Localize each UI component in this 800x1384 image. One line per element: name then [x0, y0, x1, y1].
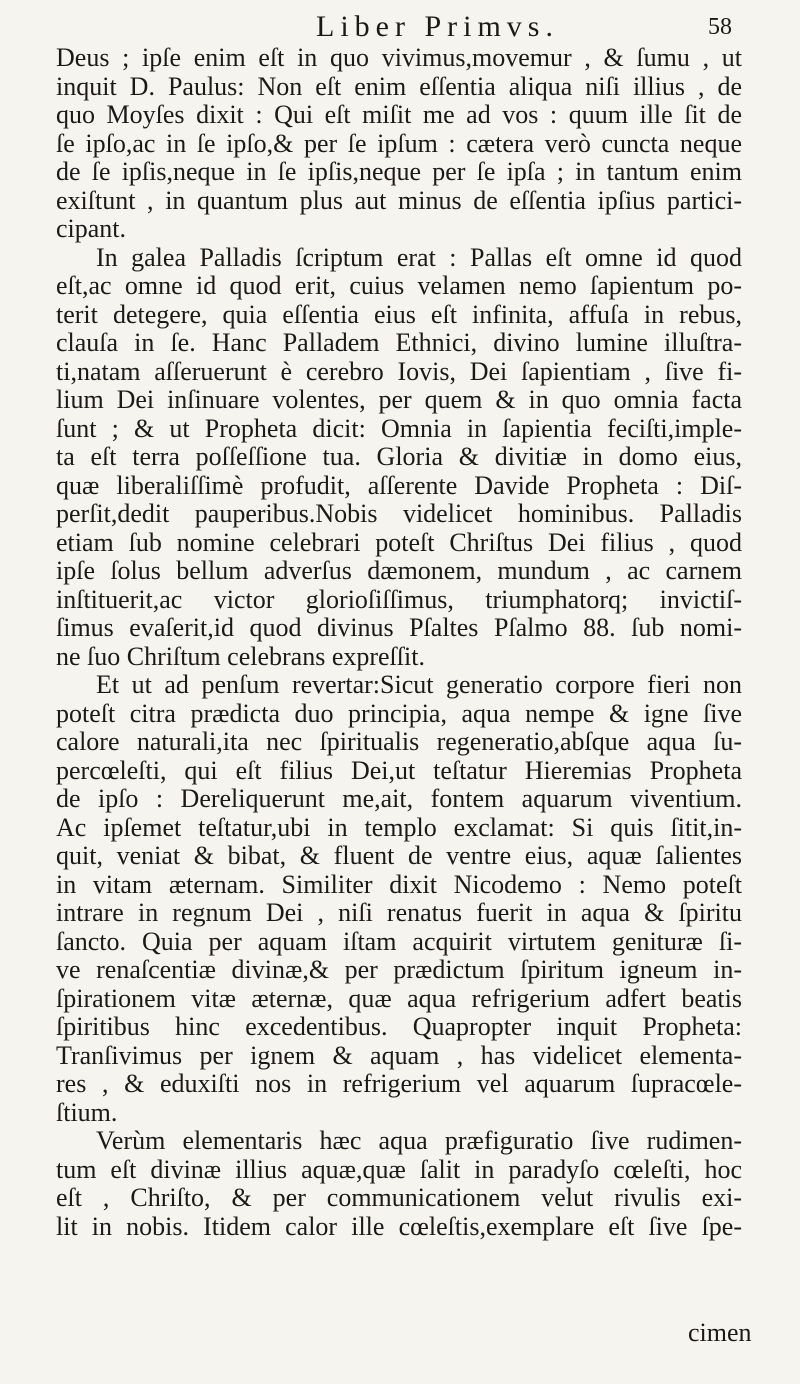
text-line: res , & eduxiſti nos in refrigerium vel aquarum ſupracœle- [56, 1070, 742, 1098]
text-line: inquit D. Paulus: Non eſt enim eſſentia aliqua niſi illius , de [56, 72, 742, 101]
text-line: ſpirationem vitæ æternæ, quæ aqua refrigerium adfert beatis [56, 984, 742, 1013]
text-line: Ac ipſemet teſtatur,ubi in templo exclamat: Si quis ſitit,in- [56, 813, 742, 842]
text-line: clauſa in ſe. Hanc Palladem Ethnici, divino lumine illuſtra- [56, 329, 742, 357]
text-line: Deus ; ipſe enim eſt in quo vivimus,movemur , & ſumu , ut [56, 44, 742, 72]
running-title: Liber Primvs. [316, 10, 559, 43]
text-line: exiſtunt , in quantum plus aut minus de eſſentia ipſius partici- [56, 186, 742, 215]
text-line: in vitam æternam. Similiter dixit Nicodemo : Nemo poteſt [56, 870, 742, 899]
text-line: ve renaſcentiæ divinæ,& per prædictum ſpiritum igneum in- [56, 956, 742, 984]
paragraph-start: Verùm elementaris hæc aqua præfiguratio ſive rudimen- [96, 1127, 742, 1155]
text-line: inſtituerit,ac victor glorioſiſſimus, triumphatorq; invictiſ- [56, 585, 742, 614]
text-line: cipant. [56, 215, 127, 243]
text-line: ſpiritibus hinc excedentibus. Quapropter inquit Propheta: [56, 1013, 742, 1041]
text-line: ſancto. Quia per aquam iſtam acquirit virtutem genituræ ſi- [56, 927, 742, 956]
text-line: ſtium. [56, 1098, 118, 1127]
text-line: quit, veniat & bibat, & fluent de ventre eius, aquæ ſalientes [56, 842, 742, 870]
text-line: poteſt citra prædicta duo principia, aqua nempe & igne ſive [56, 699, 742, 728]
text-line: de ſe ipſis,neque in ſe ipſis,neque per ſe ipſa ; in tantum enim [56, 158, 742, 186]
paragraph-start: Et ut ad penſum revertar:Sicut generatio corpore fieri non [96, 671, 742, 699]
text-line: ſimus evaſerit,id quod divinus Pſaltes Pſalmo 88. ſub nomi- [56, 614, 742, 642]
text-line: intrare in regnum Dei , niſi renatus fuerit in aqua & ſpiritu [56, 899, 742, 927]
text-line: ſe ipſo,ac in ſe ipſo,& per ſe ipſum : cætera verò cuncta neque [56, 129, 742, 158]
text-line: ipſe ſolus bellum adverſus dæmonem, mundum , ac carnem [56, 557, 742, 585]
body-text [56, 44, 742, 1241]
text-line: ſunt ; & ut Propheta dicit: Omnia in ſapientia feciſti,imple- [56, 414, 742, 443]
text-line: lium Dei inſinuare volentes, per quem & in quo omnia facta [56, 386, 742, 414]
text-line: eſt , Chriſto, & per communicationem velut rivulis exi- [56, 1184, 742, 1212]
paragraph-start: In galea Palladis ſcriptum erat : Pallas eſt omne id quod [96, 243, 742, 272]
text-line: etiam ſub nomine celebrari poteſt Chriſtus Dei filius , quod [56, 528, 742, 557]
text-line: ta eſt terra poſſeſſione tua. Gloria & divitiæ in domo eius, [56, 443, 742, 471]
text-line: eſt,ac omne id quod erit, cuius velamen nemo ſapientum po- [56, 272, 742, 300]
text-line: tum eſt divinæ illius aquæ,quæ ſalit in paradyſo cœleſti, hoc [56, 1155, 742, 1184]
catchword: cimen [688, 1318, 752, 1347]
text-line: quæ liberaliſſimè profudit, aſſerente Davide Propheta : Diſ- [56, 471, 742, 500]
text-line: quo Moyſes dixit : Qui eſt miſit me ad vos : quum ille ſit de [56, 101, 742, 129]
text-line: lit in nobis. Itidem calor ille cœleſtis,exemplare eſt ſive ſpe- [56, 1212, 742, 1241]
text-line: terit detegere, quia eſſentia eius eſt infinita, affuſa in rebus, [56, 300, 742, 329]
running-head [0, 6, 800, 46]
text-line: calore naturali,ita nec ſpiritualis regeneratio,abſque aqua ſu- [56, 728, 742, 756]
text-line: de ipſo : Dereliquerunt me,ait, fontem aquarum viventium. [56, 785, 742, 813]
text-line: ne ſuo Chriſtum celebrans expreſſit. [56, 642, 425, 671]
text-line: ti,natam aſſeruerunt è cerebro Iovis, Dei ſapientiam , ſive fi- [56, 357, 742, 386]
text-line: perſit,dedit pauperibus.Nobis videlicet hominibus. Palladis [56, 500, 742, 528]
text-line: Tranſivimus per ignem & aquam , has videlicet elementa- [56, 1041, 742, 1070]
text-line: percœleſti, qui eſt filius Dei,ut teſtatur Hieremias Propheta [56, 756, 742, 785]
page-number: 58 [708, 14, 732, 40]
